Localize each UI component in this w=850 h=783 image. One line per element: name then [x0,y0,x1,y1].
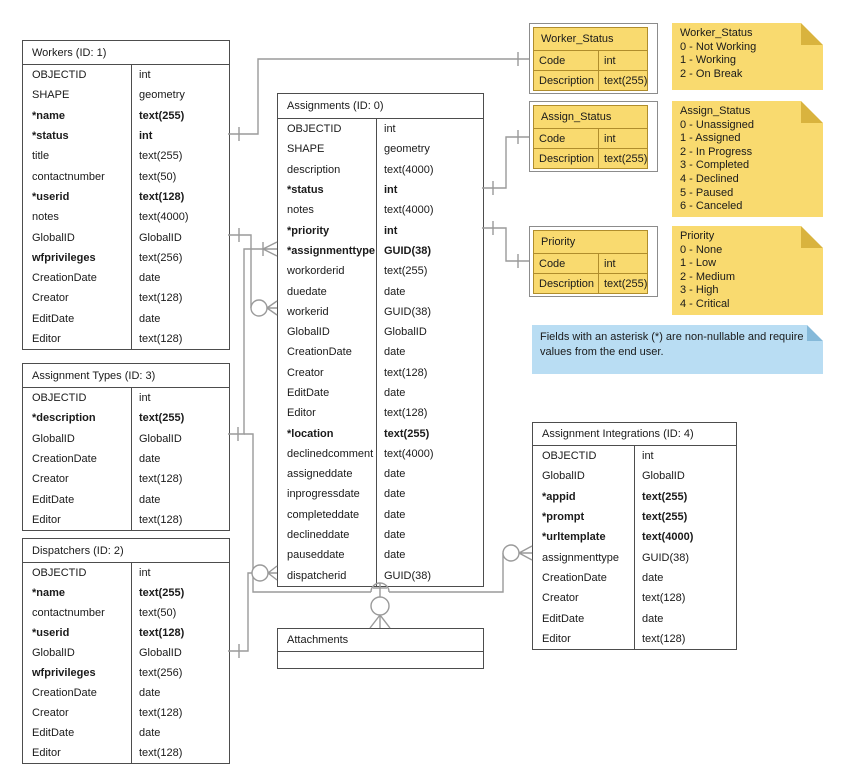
field-name: Creator [32,707,69,719]
field-type: text(128) [131,743,229,763]
field-row [534,51,647,70]
field-type: text(256) [131,663,229,683]
field-name: EditDate [32,493,75,506]
field-type: text(128) [131,288,229,308]
field-name: EditDate [542,612,585,625]
field-name: Editor [32,333,61,345]
field-row [23,510,229,530]
field-name: Creator [32,473,69,486]
field-row [23,703,229,723]
field-row [278,403,483,423]
field-name: Editor [542,632,571,645]
table-assignments[interactable] [277,93,484,587]
field-name: title [32,150,50,163]
field-name: Description [539,152,595,165]
field-name: completeddate [287,508,360,521]
field-row [278,423,483,443]
table-header[interactable] [23,41,229,65]
field-row [23,643,229,663]
field-name: *name [32,109,66,122]
field-type: date [634,608,736,628]
field-row [278,322,483,342]
field-type: text(4000) [131,207,229,227]
field-name: GlobalID [287,326,330,339]
field-type: date [131,449,229,469]
field-type: text(255) [598,71,647,90]
note-line: 4 - Declined [680,172,739,185]
callout-text: Fields with an asterisk (*) are non-nullable and require values from the end user. [540,331,804,358]
domain-table-box [533,230,648,294]
note-title: Assign_Status [680,105,751,117]
field-row [278,525,483,545]
table-header[interactable] [533,423,736,446]
field-row [23,288,229,308]
field-row [278,505,483,525]
field-name: Editor [32,513,61,526]
field-type: geometry [131,85,229,105]
field-type: int [131,65,229,85]
field-type: text(255) [131,106,229,126]
field-row [23,65,229,85]
folded-corner-icon [801,23,823,45]
field-name: *prompt [542,511,585,524]
table-header[interactable] [534,231,647,254]
field-row [23,623,229,643]
field-type: GUID(38) [376,566,483,586]
note-line: 2 - On Break [680,67,743,80]
field-row [23,429,229,449]
note-worker-status[interactable] [672,23,823,90]
field-type: text(50) [131,166,229,186]
field-name: *userid [32,190,70,203]
table-title: Worker_Status [541,33,614,45]
field-type: text(255) [634,507,736,527]
field-type: date [131,489,229,509]
field-name: Editor [287,407,316,420]
note-line: 2 - Medium [680,270,736,283]
field-row [533,547,736,567]
note-line: 1 - Working [680,54,737,67]
table-title: Dispatchers (ID: 2) [32,544,124,557]
table-rows [23,388,229,530]
field-row [278,444,483,464]
field-row [23,583,229,603]
table-title: Assignment Integrations (ID: 4) [542,428,694,440]
field-type: text(4000) [376,444,483,464]
field-name: Creator [287,366,324,379]
field-type: text(255) [634,487,736,507]
field-name: Editor [32,747,61,759]
field-type: text(4000) [634,527,736,547]
field-row [23,85,229,105]
field-type: text(255) [131,146,229,166]
field-row [23,166,229,186]
note-lines [680,41,815,82]
field-row [23,207,229,227]
domain-table-box [533,27,648,91]
field-name: OBJECTID [542,450,597,463]
field-type: GlobalID [131,227,229,247]
field-row [278,160,483,180]
field-name: GlobalID [32,432,75,445]
connector-workers-assignments-workerid[interactable] [228,228,277,316]
note-assign-status[interactable] [672,101,823,217]
field-type: text(255) [131,583,229,603]
field-type: date [376,383,483,403]
field-type: geometry [376,139,483,159]
field-name: *status [287,184,324,197]
folded-corner-icon [801,101,823,123]
field-name: notes [32,211,59,224]
field-row [23,563,229,583]
field-name: EditDate [32,312,75,325]
table-title: Assignments (ID: 0) [287,100,384,112]
field-type: GlobalID [131,643,229,663]
field-name: dispatcherid [287,569,347,582]
field-row [23,268,229,288]
field-type: text(128) [376,403,483,423]
field-name: declinedcomment [287,447,374,460]
field-name: OBJECTID [32,69,87,82]
field-name: wfprivileges [32,251,96,264]
field-type: int [598,51,647,70]
field-row [23,309,229,329]
field-row [23,126,229,146]
field-row [23,449,229,469]
field-name: *status [32,130,69,143]
note-priority[interactable] [672,226,823,315]
field-row [533,446,736,466]
field-type: text(50) [131,603,229,623]
field-type: text(255) [376,261,483,281]
note-asterisk-callout[interactable] [532,325,823,374]
field-type: text(128) [131,703,229,723]
field-type: GUID(38) [376,241,483,261]
note-lines [680,244,815,312]
field-name: Code [539,132,566,145]
field-name: duedate [287,285,327,298]
note-line: 1 - Low [680,257,717,270]
field-name: Code [539,257,566,270]
field-row [534,254,647,273]
field-row [278,220,483,240]
table-rows [533,446,736,649]
note-title: Priority [680,230,715,242]
field-name: *assignmenttype [287,244,376,257]
field-name: Code [539,54,566,67]
table-title: Priority [541,236,576,248]
field-type: text(128) [131,329,229,349]
table-attachments[interactable] [277,628,484,669]
field-row [534,129,647,148]
field-name: *priority [287,224,330,237]
field-row [278,464,483,484]
domain-table-priority[interactable] [529,226,658,297]
field-name: Description [539,277,595,290]
field-type: text(128) [634,588,736,608]
field-name: Creator [542,592,579,605]
field-name: *userid [32,627,70,639]
field-type: date [131,309,229,329]
table-header[interactable] [278,629,483,652]
field-row [278,545,483,565]
table-dispatchers[interactable] [22,538,230,764]
field-type: date [376,484,483,504]
note-line: 6 - Canceled [680,200,743,213]
field-name: assignmenttype [542,551,620,564]
field-type: text(255) [598,149,647,168]
field-row [278,302,483,322]
field-name: Description [539,74,595,87]
table-rows [23,563,229,763]
field-row [278,566,483,586]
field-name: CreationDate [32,272,97,285]
table-assignment-integrations[interactable] [532,422,737,650]
field-type: text(128) [634,629,736,649]
field-name: contactnumber [32,607,105,619]
field-name: notes [287,204,314,217]
field-type: date [376,464,483,484]
field-type: date [131,683,229,703]
field-name: SHAPE [287,143,325,156]
field-row [23,663,229,683]
field-type: int [131,126,229,146]
field-type: text(128) [131,510,229,530]
field-row [23,227,229,247]
field-row [534,70,647,90]
table-rows [278,119,483,586]
field-type: int [598,254,647,273]
connector-types-assignments-assignmenttype[interactable] [228,242,277,441]
field-type: text(128) [131,623,229,643]
table-title: Attachments [287,634,349,646]
field-row [533,466,736,486]
field-type: GlobalID [376,322,483,342]
field-row [23,106,229,126]
table-rows [23,65,229,349]
field-name: description [287,163,341,176]
field-type: int [598,129,647,148]
table-title: Assign_Status [541,111,612,123]
field-row [23,723,229,743]
field-row [23,603,229,623]
field-name: contactnumber [32,170,105,183]
field-row [534,148,647,168]
note-line: 0 - Not Working [680,40,757,53]
table-assignment-types[interactable] [22,363,230,531]
field-type: date [376,505,483,525]
field-type: date [376,545,483,565]
field-row [23,187,229,207]
table-header[interactable] [278,94,483,119]
table-title: Workers (ID: 1) [32,46,107,59]
connector-assignments-priority-priority[interactable] [482,221,529,268]
field-type: int [376,220,483,240]
field-type: int [634,446,736,466]
table-title: Assignment Types (ID: 3) [32,369,156,382]
note-line: 3 - Completed [680,159,750,172]
field-row [278,261,483,281]
field-name: workerid [287,305,329,318]
field-row [23,743,229,763]
field-row [533,568,736,588]
field-type: int [131,563,229,583]
field-type: date [376,342,483,362]
field-row [23,489,229,509]
field-row [278,383,483,403]
field-name: GlobalID [32,647,75,659]
connector-assignments-attachments[interactable] [370,583,390,628]
field-name: *urltemplate [542,531,606,544]
table-header[interactable] [534,28,647,51]
field-row [23,683,229,703]
note-line: 1 - Assigned [680,132,741,145]
field-name: assigneddate [287,468,353,481]
field-name: inprogressdate [287,488,360,501]
field-row [23,408,229,428]
table-rows [534,51,647,90]
field-type: text(255) [376,423,483,443]
field-type: GlobalID [634,466,736,486]
field-row [23,248,229,268]
field-type: int [376,119,483,139]
field-type: GlobalID [131,429,229,449]
note-title: Worker_Status [680,27,753,39]
field-name: OBJECTID [32,567,87,579]
field-type: text(128) [131,187,229,207]
field-row [278,342,483,362]
field-type: int [131,388,229,408]
field-row [278,363,483,383]
table-rows [534,254,647,293]
domain-table-box [533,105,648,169]
field-type: date [131,723,229,743]
field-name: CreationDate [287,346,352,359]
field-type: date [634,568,736,588]
field-name: *appid [542,490,576,503]
field-row [533,527,736,547]
note-line: 5 - Paused [680,186,734,199]
field-type: text(256) [131,248,229,268]
field-row [278,139,483,159]
field-name: *location [287,427,334,440]
field-row [23,329,229,349]
field-name: pauseddate [287,549,345,562]
field-name: EditDate [287,387,330,399]
field-row [533,629,736,649]
field-type: text(4000) [376,160,483,180]
folded-corner-icon [807,325,823,341]
field-row [23,388,229,408]
field-type: text(4000) [376,200,483,220]
field-name: workorderid [287,265,345,278]
field-name: SHAPE [32,89,70,102]
note-line: 3 - High [680,284,719,297]
field-type: int [376,180,483,200]
field-name: CreationDate [542,571,607,584]
domain-table-worker-status[interactable] [529,23,658,94]
table-workers[interactable] [22,40,230,350]
field-row [278,281,483,301]
note-line: 4 - Critical [680,297,730,310]
connector-dispatchers-assignments-dispatcherid[interactable] [228,565,277,658]
field-type: text(128) [376,363,483,383]
field-row [533,608,736,628]
field-row [533,507,736,527]
folded-corner-icon [801,226,823,248]
field-type: GUID(38) [634,547,736,567]
field-row [278,241,483,261]
field-row [278,180,483,200]
note-line: 0 - Unassigned [680,118,754,131]
field-name: *description [32,412,96,425]
field-name: declineddate [287,529,350,542]
connector-assignments-status-assign-status[interactable] [482,130,529,195]
field-type: text(128) [131,469,229,489]
domain-table-assign-status[interactable] [529,101,658,172]
field-row [278,119,483,139]
field-name: EditDate [32,727,75,739]
field-row [533,588,736,608]
field-row [533,487,736,507]
field-row [23,146,229,166]
note-line: 0 - None [680,243,723,256]
field-row [23,469,229,489]
field-type: text(255) [131,408,229,428]
table-header[interactable] [23,539,229,563]
field-type: GUID(38) [376,302,483,322]
field-name: OBJECTID [287,123,342,136]
table-header[interactable] [23,364,229,388]
field-type: date [376,281,483,301]
field-type: date [131,268,229,288]
field-type: text(255) [598,274,647,293]
field-name: GlobalID [542,470,585,483]
field-name: OBJECTID [32,392,87,405]
field-name: CreationDate [32,687,97,699]
table-header[interactable] [534,106,647,129]
table-rows [534,129,647,168]
field-type: date [376,525,483,545]
field-row [534,273,647,293]
field-name: CreationDate [32,453,97,466]
field-name: wfprivileges [32,667,96,679]
field-row [278,484,483,504]
field-name: GlobalID [32,231,75,244]
field-row [278,200,483,220]
field-name: Creator [32,292,69,305]
field-name: *name [32,587,66,599]
note-lines [680,119,815,214]
note-line: 2 - In Progress [680,145,753,158]
